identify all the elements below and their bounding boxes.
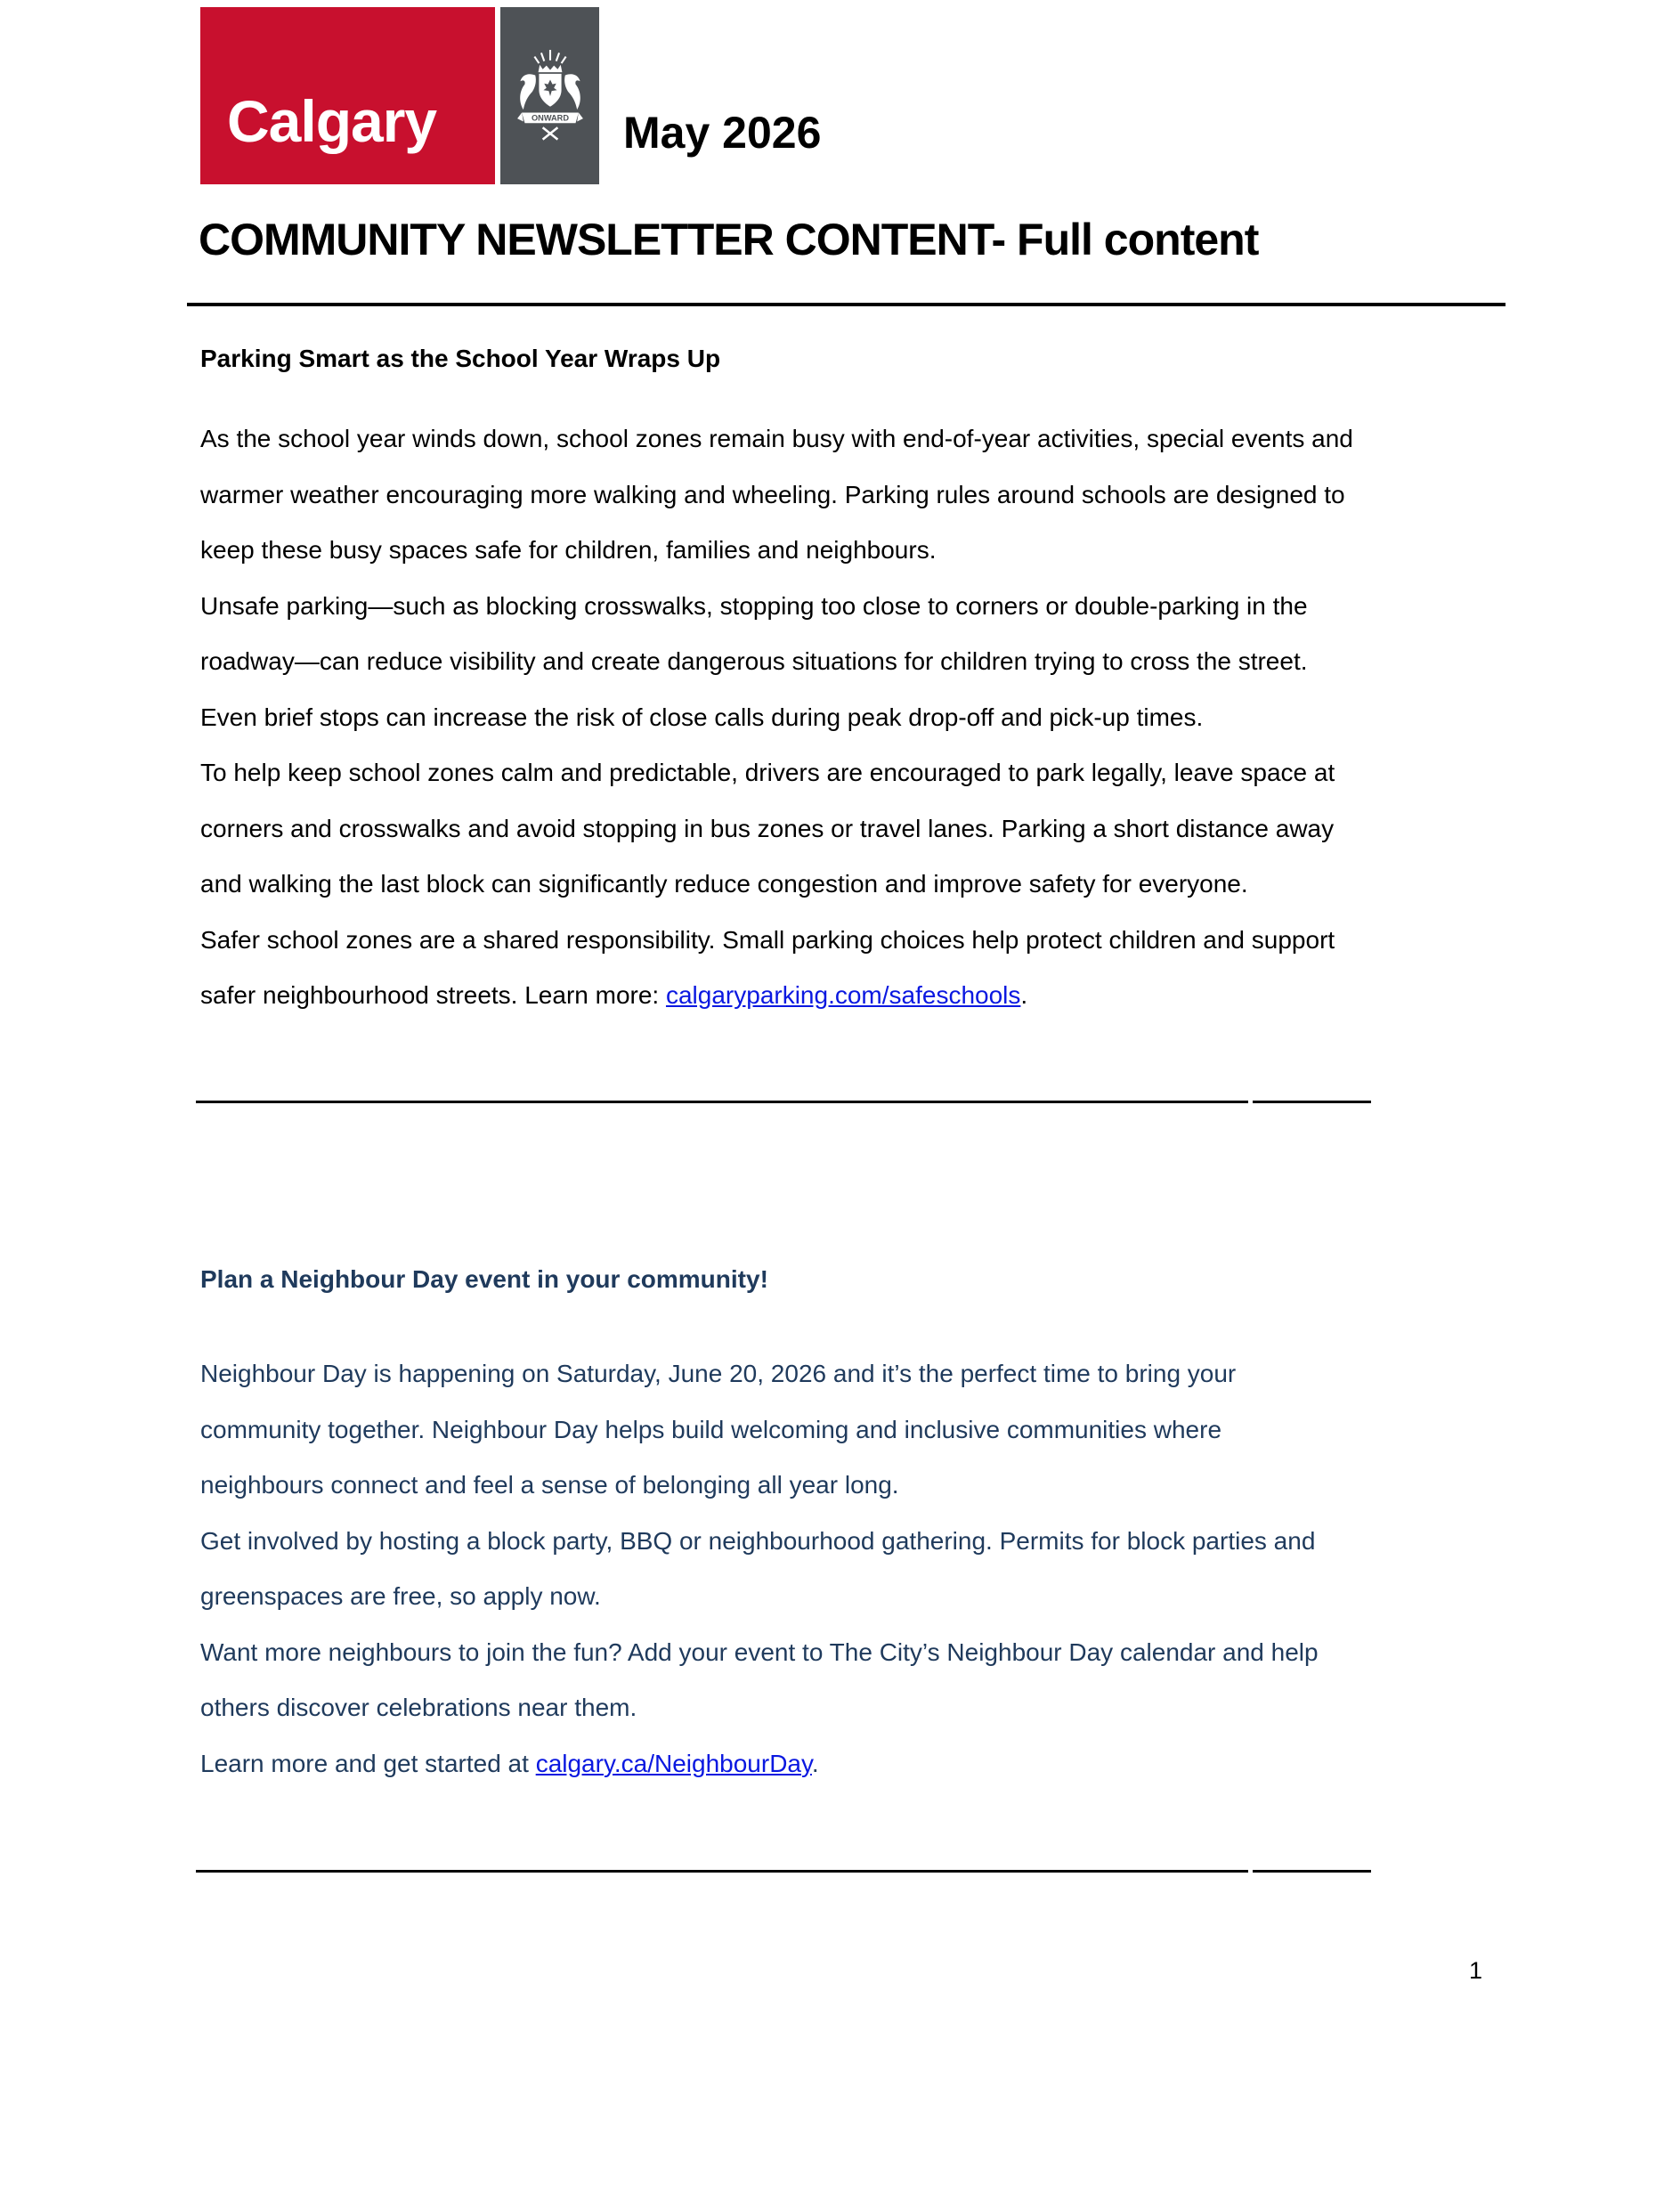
text-run: keep these busy spaces safe for children, families and neighbours. — [200, 536, 937, 564]
text-run: Unsafe parking—such as blocking crosswalks, stopping too close to corners or double-parking in the — [200, 591, 1308, 620]
text-run: corners and crosswalks and avoid stopping in bus zones or travel lanes. Parking a short distance away — [200, 814, 1335, 842]
inline-link[interactable]: calgary.ca/NeighbourDay — [535, 1749, 812, 1777]
text-run: Safer school zones are a shared responsibility. Small parking choices help protect children and support — [200, 925, 1335, 954]
body-line — [200, 801, 1353, 857]
calgary-logo — [200, 7, 495, 184]
text-run: and walking the last block can significantly reduce congestion and improve safety for everyone. — [200, 870, 1248, 898]
text-run: roadway—can reduce visibility and create dangerous situations for children trying to cross the street. — [200, 647, 1308, 675]
body-line — [200, 1514, 1319, 1570]
calgary-logo-text: Calgary — [227, 88, 437, 154]
title-rule — [187, 303, 1506, 306]
text-run: neighbours connect and feel a sense of belonging all year long. — [200, 1471, 899, 1499]
section-divider — [196, 1101, 1371, 1103]
text-run: warmer weather encouraging more walking and wheeling. Parking rules around schools are designed to — [200, 480, 1345, 508]
text-run: Even brief stops can increase the risk of close calls during peak drop-off and pick-up times. — [200, 703, 1204, 731]
divider-segment — [196, 1101, 1248, 1103]
text-run: As the school year winds down, school zones remain busy with end-of-year activities, special events and — [200, 425, 1353, 452]
body-line — [200, 523, 1353, 579]
body-line — [200, 1736, 1319, 1792]
issue-date: May 2026 — [623, 108, 822, 158]
text-run: greenspaces are free, so apply now. — [200, 1582, 601, 1610]
page-number: 1 — [1469, 1957, 1483, 1984]
body-line — [200, 1346, 1319, 1402]
neighbour-day-section-body — [200, 1346, 1319, 1792]
inline-link[interactable]: calgaryparking.com/safeschools — [665, 981, 1021, 1009]
divider-segment — [196, 1870, 1248, 1873]
body-line — [200, 968, 1353, 1024]
divider-segment — [1253, 1101, 1371, 1103]
body-line — [200, 745, 1353, 801]
body-line — [200, 1569, 1319, 1625]
body-line — [200, 1680, 1319, 1736]
text-run: . — [1020, 981, 1028, 1009]
text-run: . — [811, 1749, 819, 1777]
section-divider — [196, 1870, 1371, 1873]
body-line — [200, 1458, 1319, 1514]
divider-segment — [1253, 1870, 1371, 1873]
text-run: community together. Neighbour Day helps build welcoming and inclusive communities where — [200, 1415, 1222, 1443]
body-line — [200, 913, 1353, 969]
text-run: safer neighbourhood streets. Learn more: — [200, 981, 666, 1009]
parking-section-heading: Parking Smart as the School Year Wraps Up — [200, 345, 721, 372]
body-line — [200, 1402, 1319, 1459]
page-title: COMMUNITY NEWSLETTER CONTENT- Full content — [199, 215, 1259, 264]
body-line — [200, 467, 1353, 524]
parking-section-body — [200, 411, 1353, 1024]
text-run: Neighbour Day is happening on Saturday, June 20, 2026 and it’s the perfect time to bring your — [200, 1360, 1237, 1387]
text-run: others discover celebrations near them. — [200, 1694, 637, 1721]
calgary-crest-icon — [513, 50, 588, 142]
text-run: To help keep school zones calm and predictable, drivers are encouraged to park legally, leave space at — [200, 759, 1335, 786]
body-line — [200, 634, 1353, 690]
body-line — [200, 1625, 1319, 1681]
body-line — [200, 857, 1353, 913]
neighbour-day-section-heading: Plan a Neighbour Day event in your community! — [200, 1265, 768, 1293]
body-line — [200, 579, 1353, 635]
text-run: Get involved by hosting a block party, BBQ or neighbourhood gathering. Permits for block parties and — [200, 1526, 1316, 1555]
calgary-crest-box — [500, 7, 599, 184]
crest-motto-text: ONWARD — [531, 113, 569, 123]
text-run: Learn more and get started at — [200, 1749, 536, 1777]
body-line — [200, 411, 1353, 467]
body-line — [200, 690, 1353, 746]
text-run: Want more neighbours to join the fun? Add your event to The City’s Neighbour Day calendar and help — [200, 1637, 1319, 1666]
